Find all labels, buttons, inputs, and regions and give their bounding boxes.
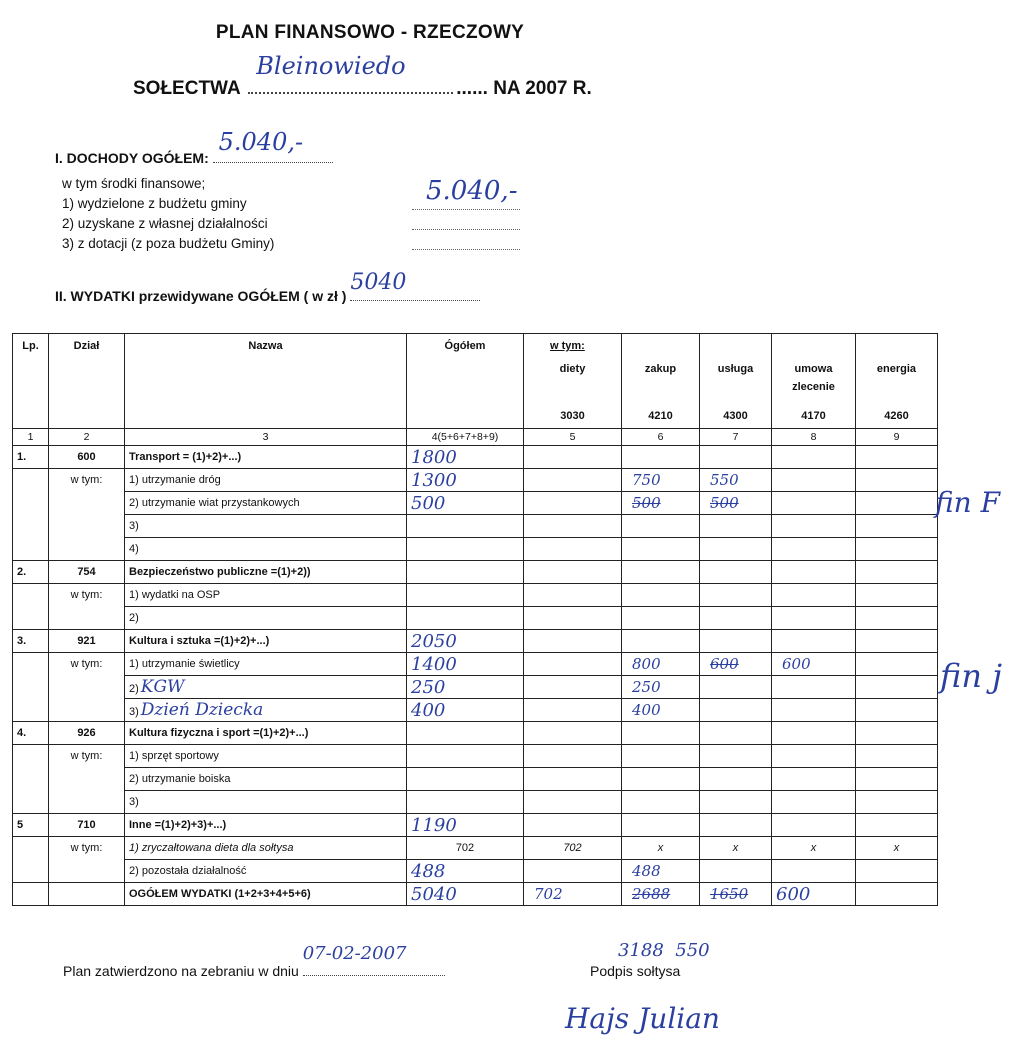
item-total: 1400 <box>407 653 524 676</box>
table-header-row <box>13 334 938 429</box>
item-name: 1) zryczałtowana dieta dla sołtysa <box>125 837 407 860</box>
income-breakdown <box>62 174 274 254</box>
item-row <box>13 538 938 561</box>
income-value-2-field <box>412 214 520 234</box>
item-name: 2) utrzymanie boiska <box>125 768 407 791</box>
section-dzial: 754 <box>49 561 125 584</box>
grand-total-usluga: 1650 <box>700 883 772 906</box>
item-name: 1) utrzymanie świetlicy <box>125 653 407 676</box>
section-total <box>407 561 524 584</box>
section-lp: 4. <box>13 722 49 745</box>
section-total: 1800 <box>407 446 524 469</box>
item-total: 250 <box>407 676 524 699</box>
section-total <box>407 722 524 745</box>
grand-total-umowa: 600 <box>772 883 856 906</box>
header-usluga: usługa 4300 <box>700 334 772 429</box>
wtym-label: w tym: <box>49 745 125 768</box>
item-zakup: 250 <box>622 676 700 699</box>
village-line <box>133 52 592 100</box>
item-name: 4) <box>125 538 407 561</box>
income-value-3-field <box>412 234 520 254</box>
header-nazwa: Nazwa <box>125 334 407 429</box>
item-total: 500 <box>407 492 524 515</box>
item-zakup: 500 <box>622 492 700 515</box>
grand-total-zakup: 2688 <box>622 883 700 906</box>
income-item-2: 2) uzyskane z własnej działalności <box>62 216 268 231</box>
village-name-handwritten: Bleinowiedo <box>256 52 406 80</box>
income-value-1: 5.040,- <box>426 176 518 206</box>
header-wtym: w tym: <box>550 340 585 352</box>
section-lp: 2. <box>13 561 49 584</box>
item-row <box>13 699 938 722</box>
wtym-label: w tym: <box>49 837 125 860</box>
section-lp: 5 <box>13 814 49 837</box>
grand-total-row <box>13 883 938 906</box>
header-umowa: umowa zlecenie 4170 <box>772 334 856 429</box>
item-total <box>407 538 524 561</box>
expenses-total-handwritten: 5040 <box>350 270 407 295</box>
item-zakup: 750 <box>622 469 700 492</box>
expenses-table <box>12 333 938 906</box>
corrected-totals <box>618 940 710 961</box>
document-title: PLAN FINANSOWO - RZECZOWY <box>215 22 525 43</box>
section-row <box>13 814 938 837</box>
header-lp: Lp. <box>13 334 49 429</box>
expenses-heading-line <box>55 270 480 304</box>
expenses-heading: II. WYDATKI przewidywane OGÓŁEM ( w zł ) <box>55 288 347 304</box>
village-prefix: SOŁECTWA <box>133 78 240 99</box>
section-total: 2050 <box>407 630 524 653</box>
wtym-label: w tym: <box>49 584 125 607</box>
item-row <box>13 492 938 515</box>
income-heading: I. DOCHODY OGÓŁEM: <box>55 150 209 166</box>
section-total: 1190 <box>407 814 524 837</box>
income-subheading: w tym środki finansowe; <box>62 176 206 191</box>
header-ogolem: Ógółem <box>407 334 524 429</box>
section-name: Kultura fizyczna i sport =(1)+2)+...) <box>125 722 407 745</box>
grand-total-label: OGÓŁEM WYDATKI (1+2+3+4+5+6) <box>125 883 407 906</box>
income-heading-line <box>55 128 333 166</box>
item-name: 2) <box>125 607 407 630</box>
item-name: 2) utrzymanie wiat przystankowych <box>125 492 407 515</box>
section-dzial: 926 <box>49 722 125 745</box>
wtym-label: w tym: <box>49 469 125 492</box>
section-name: Transport = (1)+2)+...) <box>125 446 407 469</box>
margin-note-2: fin j <box>940 657 1003 695</box>
item-total: 1300 <box>407 469 524 492</box>
year-label: ...... NA 2007 R. <box>456 78 592 99</box>
grand-total-diety: 702 <box>524 883 622 906</box>
section-dzial: 921 <box>49 630 125 653</box>
header-diety: w tym: diety 3030 <box>524 334 622 429</box>
section-row <box>13 446 938 469</box>
item-total <box>407 768 524 791</box>
item-row <box>13 515 938 538</box>
village-field <box>248 52 453 94</box>
item-zakup: 400 <box>622 699 700 722</box>
item-total <box>407 515 524 538</box>
header-dzial: Dział <box>49 334 125 429</box>
item-zakup: 800 <box>622 653 700 676</box>
item-total <box>407 584 524 607</box>
section-lp: 3. <box>13 630 49 653</box>
corrected-zakup: 3188 <box>618 940 664 961</box>
item-total: 400 <box>407 699 524 722</box>
item-total <box>407 791 524 814</box>
section-dzial: 600 <box>49 446 125 469</box>
item-total <box>407 745 524 768</box>
column-number-row: 1 2 3 4(5+6+7+8+9) 5 6 7 8 9 <box>13 429 938 446</box>
section-row <box>13 630 938 653</box>
item-name: 1) wydatki na OSP <box>125 584 407 607</box>
section-lp: 1. <box>13 446 49 469</box>
item-row <box>13 607 938 630</box>
header-zakup: zakup 4210 <box>622 334 700 429</box>
expenses-total-field <box>350 270 480 301</box>
section-dzial: 710 <box>49 814 125 837</box>
item-row <box>13 676 938 699</box>
item-total: 488 <box>407 860 524 883</box>
item-name-handwritten: KGW <box>140 677 185 697</box>
item-energia: x <box>856 837 938 860</box>
section-row <box>13 722 938 745</box>
approval-date-field <box>302 943 445 976</box>
item-umowa: x <box>772 837 856 860</box>
income-item-1: 1) wydzielone z budżetu gminy <box>62 196 247 211</box>
header-energia: energia 4260 <box>856 334 938 429</box>
grand-total-value: 5040 <box>407 883 524 906</box>
item-name: 3) <box>125 791 407 814</box>
corrected-usluga: 550 <box>675 940 710 961</box>
item-row <box>13 584 938 607</box>
item-usluga: 500 <box>700 492 772 515</box>
item-row <box>13 745 938 768</box>
income-item-3: 3) z dotacji (z poza budżetu Gminy) <box>62 236 275 251</box>
item-umowa: 600 <box>772 653 856 676</box>
income-total-handwritten: 5.040,- <box>218 128 304 156</box>
table-body <box>13 446 938 883</box>
item-usluga: 600 <box>700 653 772 676</box>
item-name: 2) KGW <box>125 676 407 699</box>
income-values <box>412 174 520 254</box>
income-total-field <box>213 128 333 163</box>
item-usluga: x <box>700 837 772 860</box>
section-row <box>13 561 938 584</box>
section-name: Inne =(1)+2)+3)+...) <box>125 814 407 837</box>
item-row <box>13 837 938 860</box>
approval-label: Plan zatwierdzono na zebraniu w dniu <box>63 963 299 979</box>
item-diety: 702 <box>524 837 622 860</box>
item-total <box>407 607 524 630</box>
item-name: 3) <box>125 515 407 538</box>
margin-note-1: fin F <box>935 486 1001 519</box>
wtym-label: w tym: <box>49 653 125 676</box>
item-zakup: x <box>622 837 700 860</box>
item-total: 702 <box>407 837 524 860</box>
item-row <box>13 469 938 492</box>
section-name: Kultura i sztuka =(1)+2)+...) <box>125 630 407 653</box>
signature-label: Podpis sołtysa <box>590 963 681 979</box>
item-name: 3) Dzień Dziecka <box>125 699 407 722</box>
income-value-1-field <box>412 176 520 214</box>
approval-line <box>63 943 445 979</box>
item-zakup: 488 <box>622 860 700 883</box>
section-name: Bezpieczeństwo publiczne =(1)+2)) <box>125 561 407 584</box>
item-name: 1) sprzęt sportowy <box>125 745 407 768</box>
item-name: 1) utrzymanie dróg <box>125 469 407 492</box>
signature: Hajs Julian <box>565 1002 720 1035</box>
approval-date: 07-02-2007 <box>302 943 407 964</box>
item-row <box>13 653 938 676</box>
item-row <box>13 791 938 814</box>
item-name-handwritten: Dzień Dziecka <box>140 700 264 720</box>
item-usluga: 550 <box>700 469 772 492</box>
item-name: 2) pozostała działalność <box>125 860 407 883</box>
item-row <box>13 768 938 791</box>
item-row <box>13 860 938 883</box>
